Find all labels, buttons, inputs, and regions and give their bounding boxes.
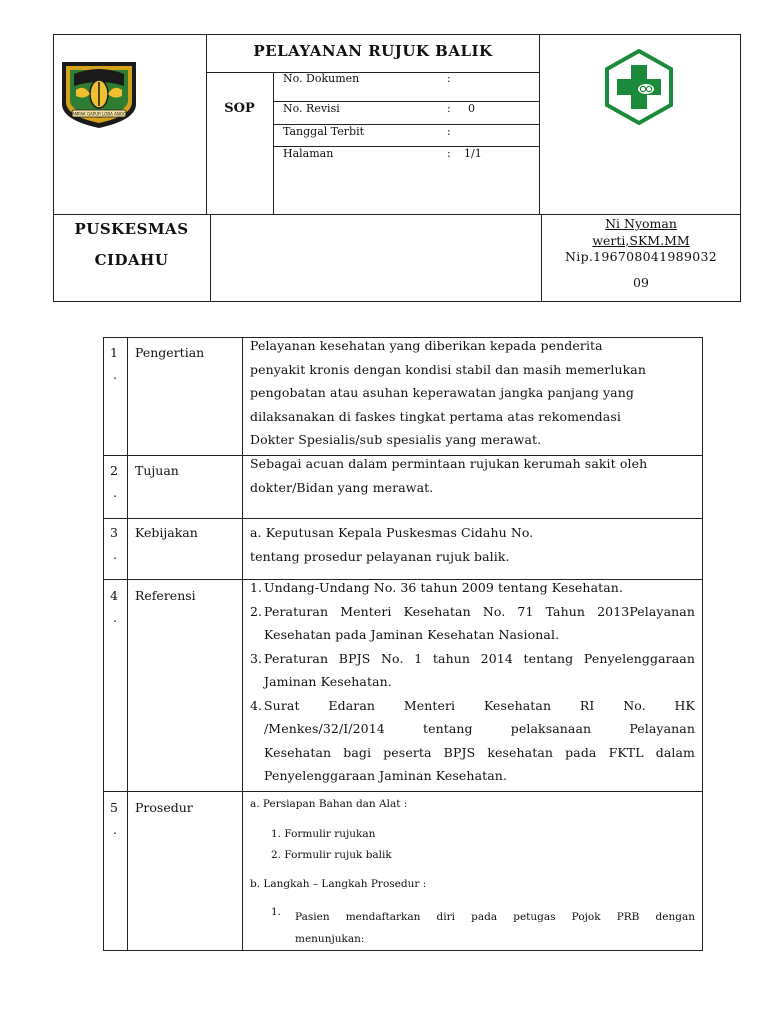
text-line: Jaminan Kesehatan. [264, 674, 392, 689]
text-line: pengobatan atau asuhan keperawatan jangka panjang yang [250, 385, 634, 400]
signer-name-line1: Ni Nyoman [605, 216, 677, 231]
text-line: Sebagai acuan dalam permintaan rujukan kerumah sakit oleh [250, 456, 648, 471]
row-number-dot: . [113, 367, 117, 382]
row-label: Tujuan [135, 463, 179, 478]
divider [206, 34, 207, 215]
doc-field-sep: : [447, 72, 451, 85]
signer-name-line2: werti,SKM.MM [592, 233, 690, 248]
row-content [250, 334, 698, 452]
procedure-item: 1. Formulir rujukan [271, 828, 376, 840]
procedure-section-b-heading: b. Langkah – Langkah Prosedur : [250, 878, 427, 890]
procedure-step-number: 1. [271, 906, 282, 918]
divider [242, 337, 243, 951]
row-number-dot: . [113, 547, 117, 562]
row-number: 5 [110, 800, 118, 815]
divider [273, 72, 274, 215]
text-line: Kesehatan pada Jaminan Kesehatan Nasional. [264, 627, 560, 642]
reference-item [250, 647, 695, 694]
text-line: Pelayanan kesehatan yang diberikan kepada penderita [250, 338, 603, 353]
row-number-dot: . [113, 822, 117, 837]
divider [103, 518, 703, 519]
doc-field-label: No. Revisi [283, 102, 340, 115]
reference-number: 3. [250, 650, 263, 666]
text-line: Undang-Undang No. 36 tahun 2009 tentang Kesehatan. [264, 580, 624, 595]
reference-number: 4. [250, 697, 263, 713]
row-number: 2 [110, 463, 118, 478]
doc-field-label: No. Dokumen [283, 72, 360, 85]
text-line: Kesehatan bagi peserta BPJS kesehatan pada FKTL dalam [264, 744, 695, 760]
row-number: 4 [110, 588, 118, 603]
emblem-motto: RAMPAK GAPUR LOBA ANGGE [69, 111, 129, 117]
row-number-dot: . [113, 610, 117, 625]
row-content [250, 452, 698, 499]
reference-item [250, 600, 695, 647]
text-line: Surat Edaran Menteri Kesehatan RI No. HK [264, 697, 695, 713]
row-number-dot: . [113, 485, 117, 500]
reference-number: 1. [250, 580, 263, 595]
procedure-section-a-heading: a. Persiapan Bahan dan Alat : [250, 798, 408, 810]
text-line: tentang prosedur pelayanan rujuk balik. [250, 548, 510, 564]
org-name-line2: CIDAHU [94, 251, 169, 269]
text-line: Peraturan Menteri Kesehatan No. 71 Tahun 2013Pelayanan [264, 603, 695, 619]
text-line: Peraturan BPJS No. 1 tahun 2014 tentang Penyelenggaraan [264, 650, 695, 666]
reference-item [250, 576, 695, 600]
text-line: Penyelenggaraan Jaminan Kesehatan. [264, 768, 508, 783]
sop-label: SOP [224, 101, 255, 116]
procedure-step [295, 906, 695, 950]
row-label: Pengertian [135, 345, 205, 360]
text-line: penyakit kronis dengan kondisi stabil dan masih memerlukan [250, 361, 646, 377]
text-line: a. Keputusan Kepala Puskesmas Cidahu No. [250, 525, 534, 540]
district-emblem-icon [60, 60, 138, 130]
doc-field-sep: : [447, 147, 451, 160]
text-line: menunjukan: [295, 933, 365, 945]
org-name-line1: PUSKESMAS [74, 220, 189, 238]
row-content [250, 521, 698, 568]
doc-field-label: Halaman [283, 147, 334, 160]
reference-item [250, 694, 695, 788]
doc-field-value: 0 [468, 102, 475, 115]
doc-field-label: Tanggal Terbit [283, 125, 365, 138]
doc-field-sep: : [447, 102, 451, 115]
divider [103, 791, 703, 792]
procedure-item: 2. Formulir rujuk balik [271, 849, 392, 861]
row-number: 1 [110, 345, 118, 360]
reference-list [250, 576, 695, 788]
doc-field-value: 1/1 [464, 147, 482, 160]
doc-field-sep: : [447, 125, 451, 138]
row-label: Kebijakan [135, 525, 198, 540]
puskesmas-cross-logo-icon [604, 49, 674, 125]
row-number: 3 [110, 525, 118, 540]
text-line: Dokter Spesialis/sub spesialis yang merawat. [250, 432, 542, 447]
reference-number: 2. [250, 603, 263, 619]
signer-nip-cont: 09 [633, 275, 649, 290]
document-title: PELAYANAN RUJUK BALIK [253, 42, 493, 60]
divider [206, 72, 540, 73]
text-line: dilaksanakan di faskes tingkat pertama atas rekomendasi [250, 408, 621, 424]
text-line: Pasien mendaftarkan diri pada petugas Pojok PRB dengan [295, 911, 695, 923]
text-line: /Menkes/32/I/2014 tentang pelaksanaan Pelayanan [264, 721, 695, 736]
divider [127, 337, 128, 951]
divider [210, 214, 211, 302]
text-line: dokter/Bidan yang merawat. [250, 479, 434, 495]
row-label: Referensi [135, 588, 196, 603]
signer-nip: Nip.196708041989032 [565, 249, 717, 264]
row-label: Prosedur [135, 800, 193, 815]
signer-name [541, 215, 741, 249]
